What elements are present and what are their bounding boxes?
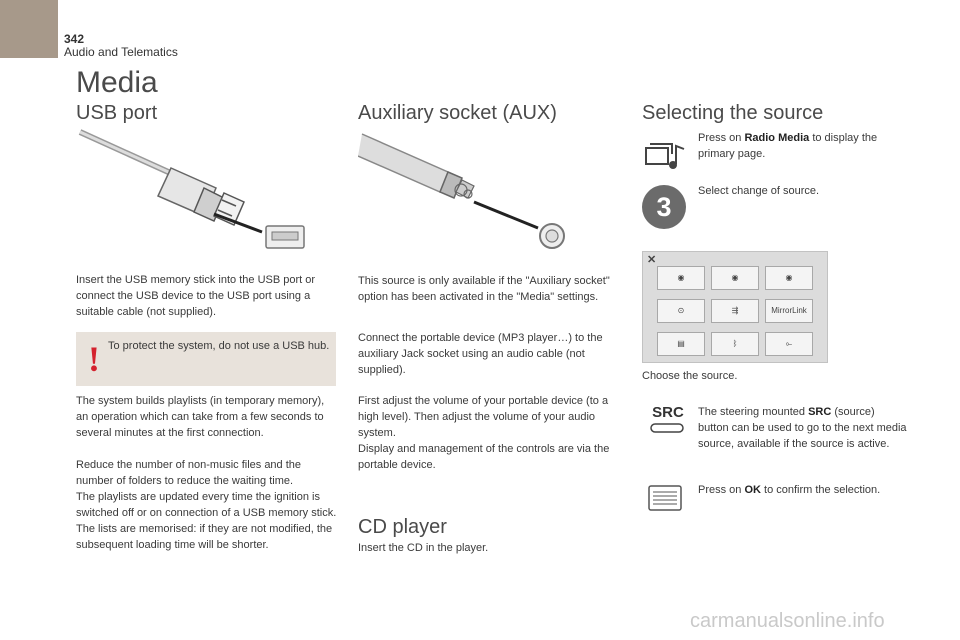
watermark: carmanualsonline.info: [690, 610, 885, 632]
aux-illustration: [358, 128, 578, 252]
radio-source-3[interactable]: ◉: [765, 266, 813, 290]
aux-source-button[interactable]: [765, 332, 813, 356]
step-1-text: Press on Radio Media to display the primary page.: [698, 132, 878, 160]
cd-icon: ⊙: [677, 306, 685, 315]
cd-source-button[interactable]: [657, 299, 705, 323]
aux-paragraph-4: Display and management of the controls are via the portable device.: [358, 443, 610, 471]
close-icon[interactable]: ✕: [647, 254, 657, 266]
warning-icon: !: [88, 339, 100, 379]
section-title: Audio and Telematics: [64, 45, 178, 59]
section-tab: [0, 0, 58, 58]
usb-paragraph-4: The playlists are updated every time the ignition is switched off or on connection of a USB memory stick. The lists are memorised: if they are not modified, the subsequent loading time will be shorter.: [76, 491, 337, 551]
src-button-shape: [648, 421, 688, 435]
usb-icon: ⇶: [731, 306, 739, 315]
cd-heading: CD player: [358, 516, 447, 538]
source-selection-screen: [642, 251, 828, 363]
usb-paragraph-1: Insert the USB memory stick into the USB port or connect the USB device to the USB port using a suitable cable (not supplied).: [76, 274, 316, 318]
cd-paragraph: Insert the CD in the player.: [358, 542, 489, 554]
list-icon: ▤: [677, 339, 685, 348]
aux-icon: ⟜: [785, 339, 793, 348]
step-4-text: The steering mounted SRC (source) button can be used to go to the next media source, available if the source is active.: [698, 406, 907, 450]
warning-text: To protect the system, do not use a USB hub.: [108, 340, 330, 352]
usb-source-button[interactable]: [711, 299, 759, 323]
ok-button-icon: [648, 484, 684, 514]
media-source-button[interactable]: [657, 332, 705, 356]
page-title: Media: [76, 66, 158, 99]
step-2-text: Select change of source.: [698, 185, 820, 197]
source-heading: Selecting the source: [642, 102, 824, 124]
page-number: 342: [64, 32, 85, 46]
usb-heading: USB port: [76, 102, 158, 124]
music-note-icon: [644, 140, 688, 172]
mirrorlink-source-button[interactable]: [765, 299, 813, 323]
step-5-text: Press on OK to confirm the selection.: [698, 484, 881, 496]
aux-heading: Auxiliary socket (AUX): [358, 102, 557, 124]
aux-paragraph-3: First adjust the volume of your portable device (to a high level). Then adjust the volume of your audio system.: [358, 395, 609, 439]
step-3-text: Choose the source.: [642, 370, 738, 382]
step-number-badge: 3: [642, 185, 686, 229]
usb-paragraph-3: Reduce the number of non-music files and the number of folders to reduce the waiting time.: [76, 459, 302, 487]
usb-paragraph-2: The system builds playlists (in temporary memory), an operation which can take from a few seconds to several minutes at the first connection.: [76, 395, 325, 439]
src-button-icon: SRC: [648, 404, 688, 440]
warning-box: [76, 332, 336, 386]
aux-paragraph-2: Connect the portable device (MP3 player…) to the auxiliary Jack socket using an audio cable (not supplied).: [358, 332, 603, 376]
radio-source-2[interactable]: ◉: [711, 266, 759, 290]
aux-paragraph-1: This source is only available if the "Auxiliary socket" option has been activated in the "Media" settings.: [358, 275, 610, 303]
mirrorlink-icon: MirrorLink: [771, 306, 807, 315]
bluetooth-source-button[interactable]: [711, 332, 759, 356]
bluetooth-icon: ᛒ: [732, 339, 738, 348]
usb-illustration: [76, 128, 316, 258]
radio-source-1[interactable]: ◉: [657, 266, 705, 290]
